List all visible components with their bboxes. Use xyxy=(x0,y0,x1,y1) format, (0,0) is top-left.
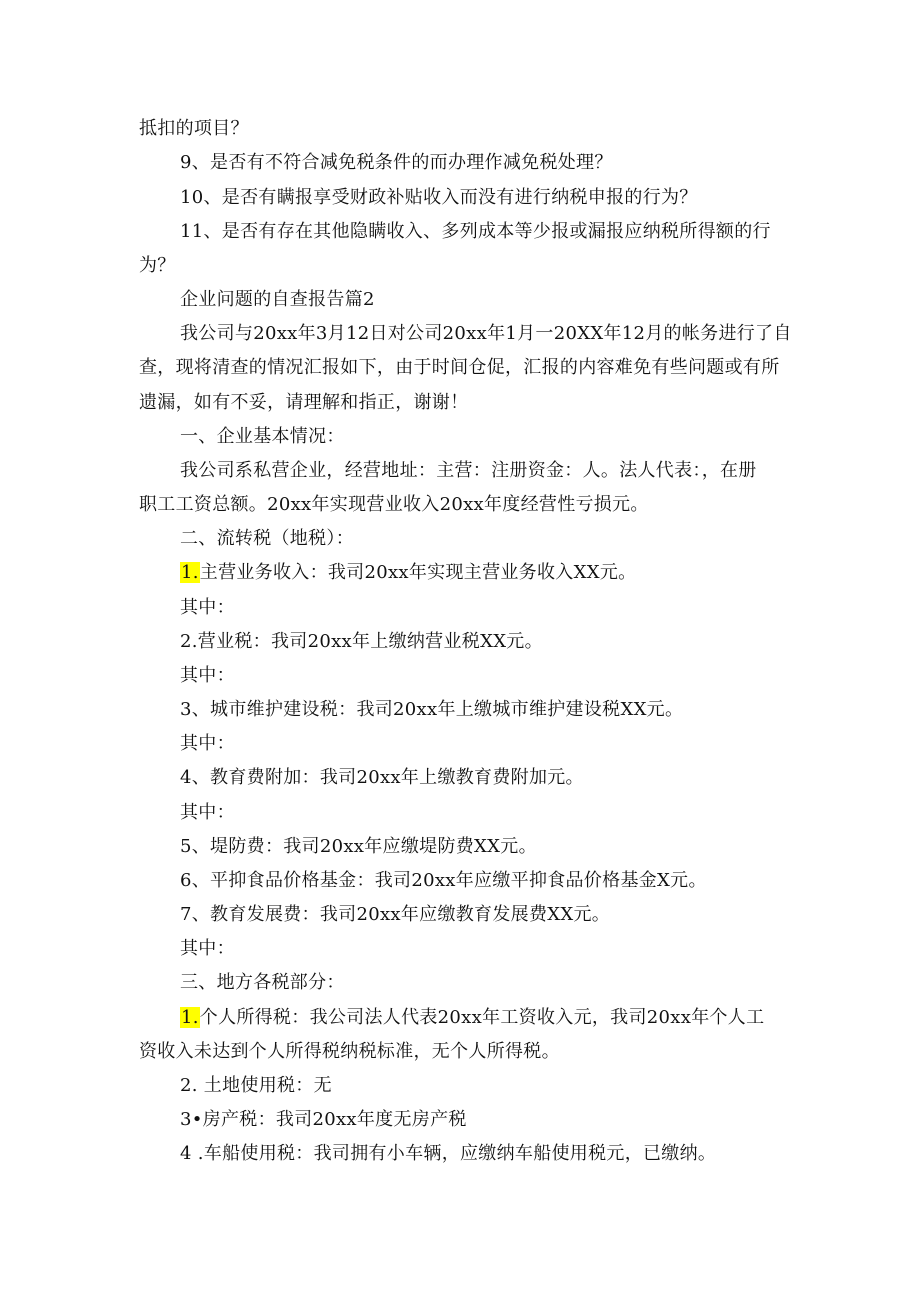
text-line xyxy=(180,558,636,588)
text-line: 其中： xyxy=(180,802,235,823)
text-line: 其中： xyxy=(180,938,235,959)
text-line: 一、企业基本情况： xyxy=(180,426,345,447)
text-line: 遗漏，如有不妥，请理解和指正，谢谢！ xyxy=(139,392,469,413)
text-line: 5、堤防费：我司20xx年应缴堤防费XX元。 xyxy=(180,836,537,857)
highlight-marker: 1. xyxy=(181,562,199,583)
text-line: 7、教育发展费：我司20xx年应缴教育发展费XX元。 xyxy=(180,904,611,925)
text-line-content: 主营业务收入：我司20xx年实现主营业务收入XX元。 xyxy=(199,562,637,583)
text-line-content: 个人所得税：我公司法人代表20xx年工资收入元，我司20xx年个人工 xyxy=(199,1007,765,1028)
text-line: 3、城市维护建设税：我司20xx年上缴城市维护建设税XX元。 xyxy=(180,699,684,720)
text-line: 4、教育费附加：我司20xx年上缴教育费附加元。 xyxy=(180,767,584,788)
text-line: 三、地方各税部分： xyxy=(180,972,345,993)
text-line: 6、平抑食品价格基金：我司20xx年应缴平抑食品价格基金X元。 xyxy=(180,870,707,891)
text-line: 9、是否有不符合减免税条件的而办理作减免税处理？ xyxy=(180,152,613,173)
text-line: 查，现将清查的情况汇报如下，由于时间仓促，汇报的内容难免有些问题或有所 xyxy=(139,357,780,378)
text-line xyxy=(180,1003,764,1033)
text-line: 4 .车船使用税：我司拥有小车辆，应缴纳车船使用税元，已缴纳。 xyxy=(180,1143,717,1164)
text-line: 为？ xyxy=(139,255,176,276)
text-line: 11、是否有存在其他隐瞒收入、多列成本等少报或漏报应纳税所得额的行 xyxy=(180,221,771,242)
text-line: 10、是否有瞒报享受财政补贴收入而没有进行纳税申报的行为？ xyxy=(180,187,698,208)
text-line: 我公司与20xx年3月12日对公司20xx年1月一20XX年12月的帐务进行了自 xyxy=(180,323,792,344)
text-line: 抵扣的项目？ xyxy=(139,118,249,139)
text-line: 3•房产税：我司20xx年度无房产税 xyxy=(180,1109,467,1130)
text-line: 2.营业税：我司20xx年上缴纳营业税XX元。 xyxy=(180,631,543,652)
text-line: 职工工资总额。20xx年实现营业收入20xx年度经营性亏损元。 xyxy=(139,494,649,515)
text-line: 其中： xyxy=(180,665,235,686)
text-line: 二、流转税（地税）： xyxy=(180,528,354,549)
section-heading: 企业问题的自查报告篇2 xyxy=(180,289,375,310)
text-line: 2. 土地使用税：无 xyxy=(180,1075,332,1096)
text-line: 其中： xyxy=(180,733,235,754)
highlight-marker: 1. xyxy=(181,1007,199,1028)
text-line: 我公司系私营企业，经营地址：主营：注册资金：人。法人代表：，在册 xyxy=(180,460,757,481)
text-line: 其中： xyxy=(180,597,235,618)
text-line: 资收入未达到个人所得税纳税标准，无个人所得税。 xyxy=(139,1041,560,1062)
